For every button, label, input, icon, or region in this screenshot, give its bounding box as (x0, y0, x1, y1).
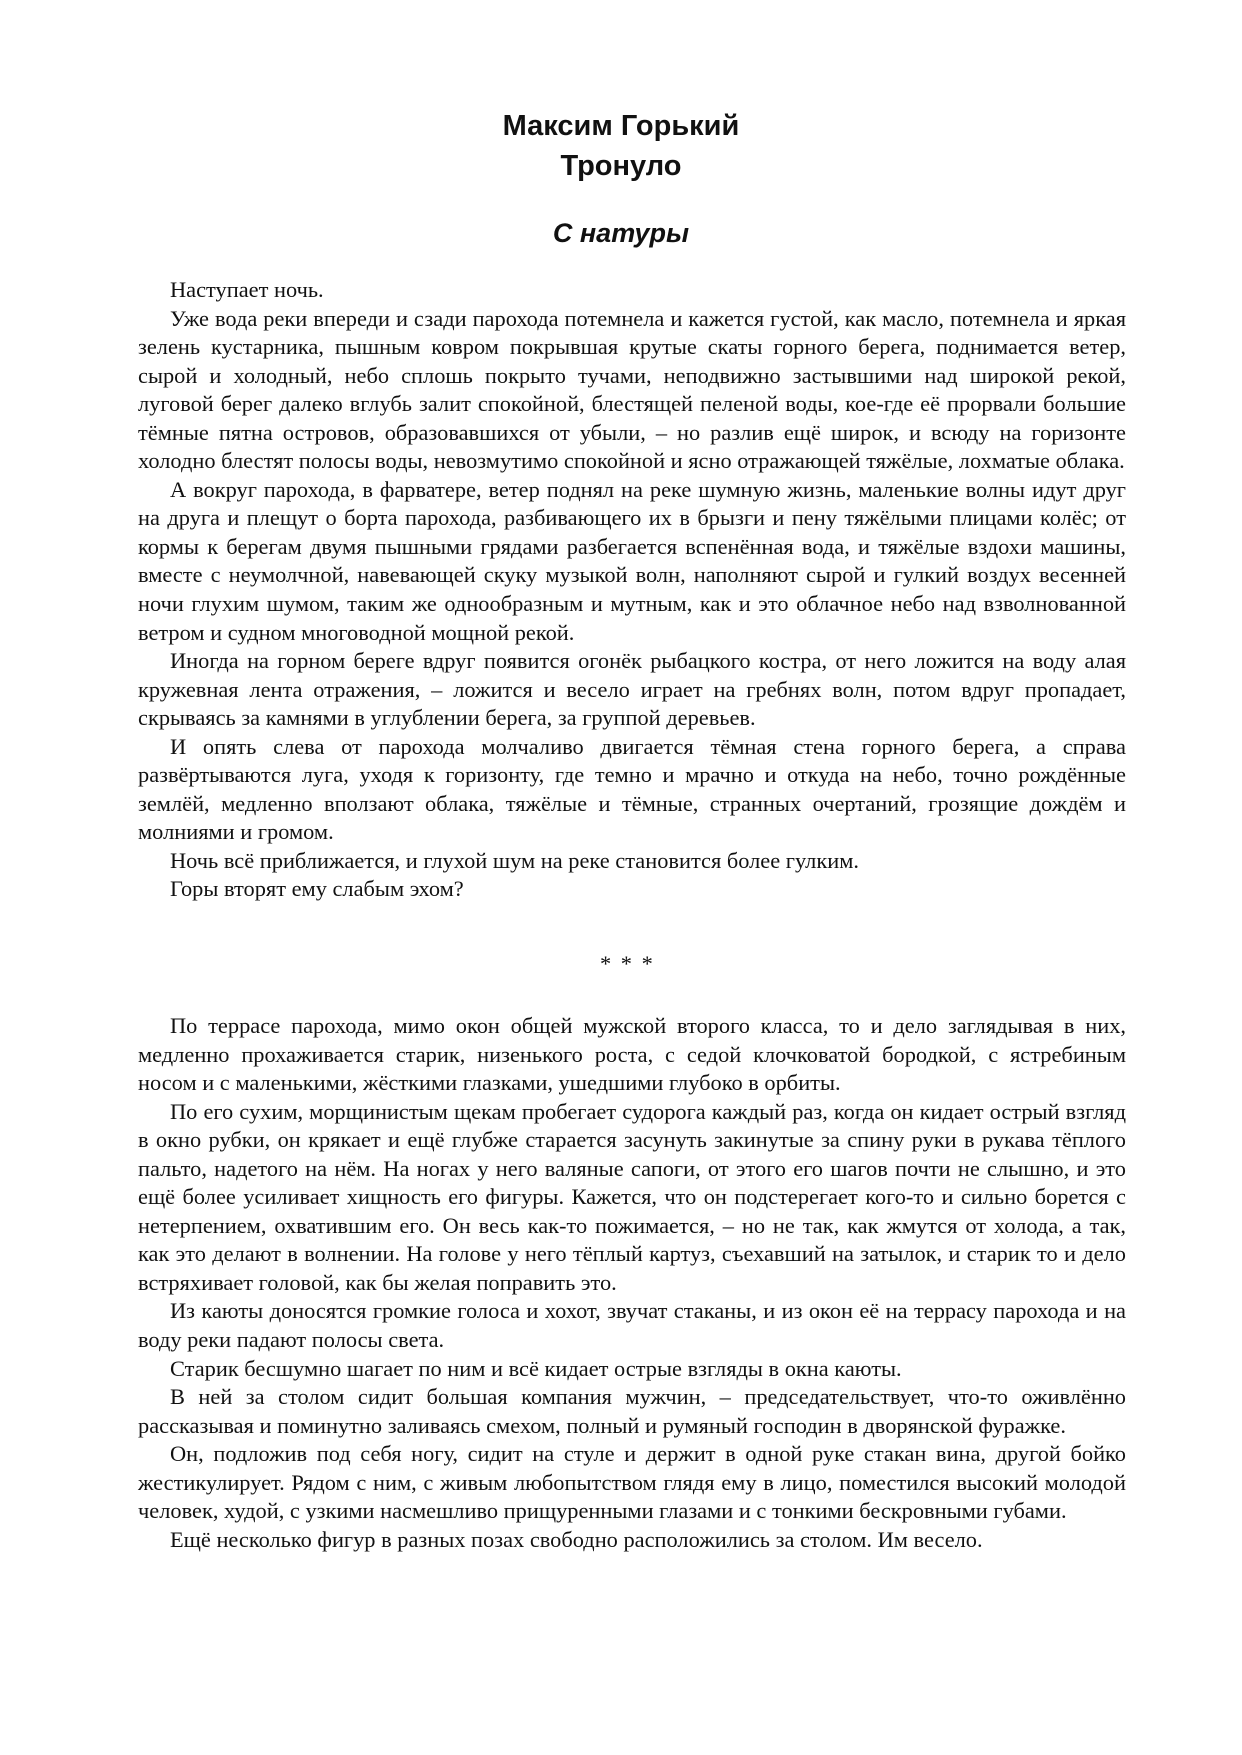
author-name: Максим Горький (502, 110, 740, 142)
paragraph: Из каюты доносятся громкие голоса и хохот, звучат стаканы, и из окон её на террасу парохода и на воду реки падают полосы света. (138, 1298, 1126, 1353)
story-title: Тронуло (560, 150, 682, 182)
paragraph: По террасе парохода, мимо окон общей мужской второго класса, то и дело заглядывая в них, медленно прохаживается старик, низенького роста, с седой клочковатой бородкой, с ястребиным носом и с маленькими, жёсткими глазками, ушедшими глубоко в орбиты. (138, 1013, 1126, 1096)
paragraph: Наступает ночь. (170, 277, 324, 302)
text-section-1 (138, 276, 1126, 904)
text-section-2 (138, 1012, 1126, 1554)
paragraph: Горы вторят ему слабым эхом? (170, 876, 464, 902)
paragraph: Ещё несколько фигур в разных позах свободно расположились за столом. Им весело. (170, 1526, 983, 1552)
paragraph: А вокруг парохода, в фарватере, ветер поднял на реке шумную жизнь, маленькие волны идут друг на друга и плещут о борта парохода, разбивающего их в брызги и пену тяжёлыми плицами колёс; от кормы к берегам двумя пышными грядами разбегается вспенённая вода, и тяжёлые вздохи машины, вместе с неумолчной, навевающей скуку музыкой волн, наполняют сырой и гулкий воздух весенней ночи глухим шумом, таким же однообразным и мутным, как и это облачное небо над взволнованной ветром и судном многоводной мощной рекой. (138, 476, 1126, 645)
paragraph: Он, подложив под себя ногу, сидит на стуле и держит в одной руке стакан вина, другой бойко жестикулирует. Рядом с ним, с живым любопытством глядя ему в лицо, поместился высокий молодой человек, худой, с узкими насмешливо прищуренными глазами и с тонкими бескровными губами. (138, 1441, 1126, 1524)
paragraph: И опять слева от парохода молчаливо двигается тёмная стена горного берега, а справа развёртываются луга, уходя к горизонту, где темно и мрачно и откуда на небо, точно рождённые землёй, медленно вползают облака, тяжёлые и тёмные, странных очертаний, грозящие дождём и молниями и громом. (138, 733, 1126, 845)
paragraph: Уже вода реки впереди и сзади парохода потемнела и кажется густой, как масло, потемнела и яркая зелень кустарника, пышным ковром покрывшая крутые скаты горного берега, поднимается ветер, сырой и холодный, небо сплошь покрыто тучами, неподвижно застывшими над широкой рекой, луговой берег далеко вглубь залит спокойной, блестящей пеленой воды, кое-где её прорвали большие тёмные пятна островов, образовавшихся от убыли, – но разлив ещё широк, и всюду на горизонте холодно блестят полосы воды, невозмутимо спокойной и ясно отражающей тяжёлые, лохматые облака. (138, 305, 1126, 474)
paragraph: Иногда на горном береге вдруг появится огонёк рыбацкого костра, от него ложится на воду алая кружевная лента отражения, – ложится и весело играет на гребнях волн, потом вдруг пропадает, скрываясь за камнями в углублении берега, за группой деревьев. (138, 648, 1126, 731)
paragraph: Ночь всё приближается, и глухой шум на реке становится более гулким. (170, 847, 859, 873)
paragraph: Старик бесшумно шагает по ним и всё кидает острые взгляды в окна каюты. (170, 1355, 902, 1381)
paragraph: В ней за столом сидит большая компания мужчин, – председательствует, что-то оживлённо рассказывая и поминутно заливаясь смехом, полный и румяный господин в дворянской фуражке. (138, 1384, 1126, 1438)
section-separator: * * * (600, 951, 655, 976)
story-subtitle: С натуры (552, 218, 690, 248)
paragraph: По его сухим, морщинистым щекам пробегает судорога каждый раз, когда он кидает острый взгляд в окно рубки, он крякает и ещё глубже старается засунуть закинутые за спину руки в рукава тёплого пальто, надетого на нём. На ногах у него валяные сапоги, от этого его шагов почти не слышно, и это ещё более усиливает хищность его фигуры. Кажется, что он подстерегает кого-то и сильно борется с нетерпением, охватившим его. Он весь как-то пожимается, – но не так, как жмутся от холода, а так, как это делают в волнении. На голове у него тёплый картуз, съехавший на затылок, и старик то и дело встряхивает головой, как бы желая поправить это. (138, 1098, 1126, 1295)
